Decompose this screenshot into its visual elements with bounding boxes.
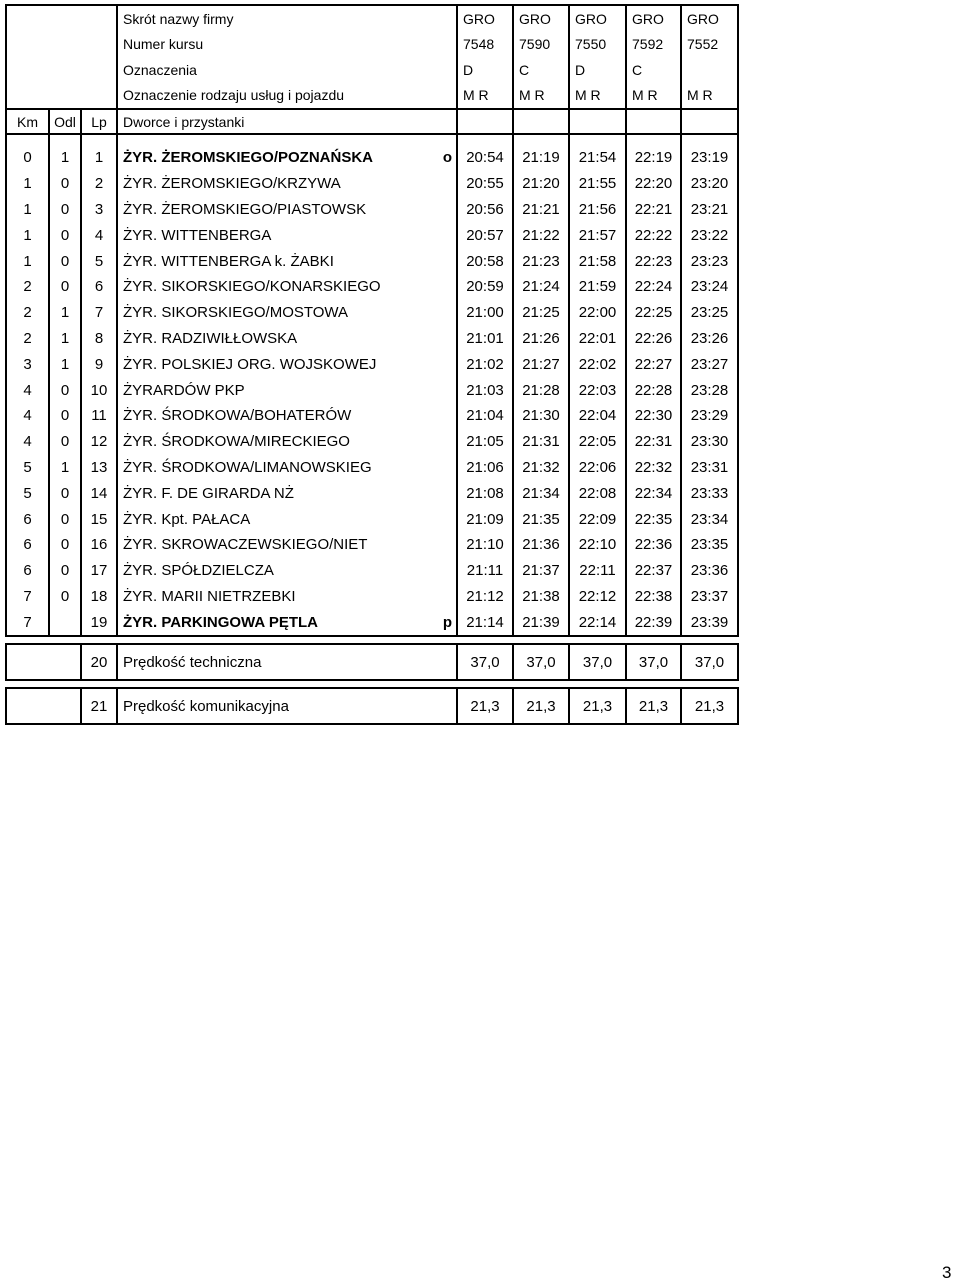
stop-row	[6, 222, 738, 248]
departure-time: 23:20	[681, 171, 738, 197]
header-empty-cell	[81, 57, 117, 83]
departure-time: 21:55	[569, 171, 626, 197]
summary-empty	[49, 644, 81, 680]
stop-name-cell	[117, 377, 457, 403]
departure-time: 22:26	[626, 326, 681, 352]
stop-row	[6, 558, 738, 584]
stop-odl: 0	[49, 480, 81, 506]
header-value: C	[626, 57, 681, 83]
departure-time: 23:26	[681, 326, 738, 352]
departure-time: 21:24	[513, 274, 569, 300]
stop-odl: 1	[49, 300, 81, 326]
column-empty	[681, 109, 738, 134]
stop-name-cell	[117, 532, 457, 558]
header-empty-cell	[6, 32, 49, 58]
stop-lp: 13	[81, 455, 117, 481]
stop-km: 2	[6, 326, 49, 352]
departure-time: 21:35	[513, 506, 569, 532]
departure-time: 21:01	[457, 326, 513, 352]
stop-lp: 18	[81, 584, 117, 610]
stop-name: ŻYR. PARKINGOWA PĘTLA	[123, 613, 318, 631]
stop-row	[6, 480, 738, 506]
departure-time: 21:30	[513, 403, 569, 429]
stop-km: 1	[6, 222, 49, 248]
departure-time: 20:58	[457, 248, 513, 274]
departure-time: 22:05	[569, 429, 626, 455]
departure-time: 21:56	[569, 197, 626, 223]
stop-name: ŻYR. ŻEROMSKIEGO/PIASTOWSK	[123, 200, 367, 218]
stop-name: ŻYR. POLSKIEJ ORG. WOJSKOWEJ	[123, 355, 377, 373]
stop-odl: 0	[49, 171, 81, 197]
stop-name-cell	[117, 248, 457, 274]
stop-name: ŻYR. Kpt. PAŁACA	[123, 510, 251, 528]
stop-name-cell	[117, 429, 457, 455]
stop-km: 3	[6, 351, 49, 377]
departure-time: 22:23	[626, 248, 681, 274]
stop-lp: 7	[81, 300, 117, 326]
departure-time: 21:54	[569, 145, 626, 171]
stop-lp: 4	[81, 222, 117, 248]
departure-time: 21:21	[513, 197, 569, 223]
departure-time: 20:56	[457, 197, 513, 223]
spacer-cell	[681, 134, 738, 145]
departure-time: 23:34	[681, 506, 738, 532]
stop-name: ŻYR. ŻEROMSKIEGO/KRZYWA	[123, 175, 341, 193]
column-km: Km	[6, 109, 49, 134]
spacer-row	[6, 134, 738, 145]
stop-name: ŻYR. ŚRODKOWA/BOHATERÓW	[123, 407, 352, 425]
header-empty-cell	[81, 32, 117, 58]
summary-value: 21,3	[457, 688, 513, 724]
departure-time: 21:32	[513, 455, 569, 481]
header-value: D	[457, 57, 513, 83]
stop-row	[6, 429, 738, 455]
stop-name: ŻYR. SIKORSKIEGO/KONARSKIEGO	[123, 278, 381, 296]
departure-time: 21:28	[513, 377, 569, 403]
stop-row	[6, 326, 738, 352]
departure-time: 21:27	[513, 351, 569, 377]
stop-name: ŻYR. ŚRODKOWA/LIMANOWSKIEG	[123, 458, 372, 476]
stop-row	[6, 145, 738, 171]
departure-time: 22:25	[626, 300, 681, 326]
header-label: Oznaczenia	[117, 57, 457, 83]
stop-name-cell	[117, 558, 457, 584]
departure-time: 23:21	[681, 197, 738, 223]
stop-name-cell	[117, 222, 457, 248]
header-label: Oznaczenie rodzaju usług i pojazdu	[117, 83, 457, 110]
summary-row	[6, 688, 738, 724]
column-stops: Dworce i przystanki	[117, 109, 457, 134]
stop-name: ŻYRARDÓW PKP	[123, 381, 245, 399]
departure-time: 22:28	[626, 377, 681, 403]
stop-lp: 2	[81, 171, 117, 197]
stop-row	[6, 274, 738, 300]
summary-value: 21,3	[626, 688, 681, 724]
header-row	[6, 32, 738, 58]
departure-time: 22:37	[626, 558, 681, 584]
summary-value: 37,0	[626, 644, 681, 680]
stop-row	[6, 248, 738, 274]
departure-time: 21:39	[513, 609, 569, 636]
departure-time: 23:25	[681, 300, 738, 326]
departure-time: 21:19	[513, 145, 569, 171]
stop-lp: 10	[81, 377, 117, 403]
stop-row	[6, 300, 738, 326]
header-value: GRO	[569, 5, 626, 32]
stop-row	[6, 377, 738, 403]
header-value: M R	[513, 83, 569, 110]
stop-km: 1	[6, 197, 49, 223]
header-row	[6, 57, 738, 83]
stop-km: 5	[6, 480, 49, 506]
stop-name: ŻYR. RADZIWIŁŁOWSKA	[123, 329, 298, 347]
gap-cell	[6, 636, 738, 644]
departure-time: 23:28	[681, 377, 738, 403]
departure-time: 22:08	[569, 480, 626, 506]
departure-time: 22:31	[626, 429, 681, 455]
departure-time: 23:31	[681, 455, 738, 481]
departure-time: 21:11	[457, 558, 513, 584]
header-value: D	[569, 57, 626, 83]
spacer-cell	[49, 134, 81, 145]
stop-lp: 15	[81, 506, 117, 532]
stop-km: 6	[6, 558, 49, 584]
departure-time: 22:02	[569, 351, 626, 377]
departure-time: 22:01	[569, 326, 626, 352]
header-row	[6, 83, 738, 110]
stop-lp: 8	[81, 326, 117, 352]
stop-odl: 1	[49, 326, 81, 352]
header-empty-cell	[81, 5, 117, 32]
summary-value: 37,0	[569, 644, 626, 680]
stop-row	[6, 532, 738, 558]
departure-time: 22:21	[626, 197, 681, 223]
column-empty	[457, 109, 513, 134]
stop-odl: 0	[49, 248, 81, 274]
header-value: 7552	[681, 32, 738, 58]
stop-odl: 0	[49, 532, 81, 558]
stop-name-cell	[117, 480, 457, 506]
stop-km: 2	[6, 300, 49, 326]
departure-time: 21:05	[457, 429, 513, 455]
departure-time: 21:12	[457, 584, 513, 610]
departure-time: 21:06	[457, 455, 513, 481]
stop-name: ŻYR. MARII NIETRZEBKI	[123, 587, 296, 605]
departure-time: 22:34	[626, 480, 681, 506]
stop-lp: 5	[81, 248, 117, 274]
summary-lp: 20	[81, 644, 117, 680]
stop-lp: 6	[81, 274, 117, 300]
departure-time: 21:22	[513, 222, 569, 248]
departure-time: 21:59	[569, 274, 626, 300]
header-value: M R	[569, 83, 626, 110]
spacer-cell	[513, 134, 569, 145]
stop-km: 4	[6, 377, 49, 403]
stop-odl: 0	[49, 429, 81, 455]
spacer-cell	[81, 134, 117, 145]
header-empty-cell	[81, 83, 117, 110]
stop-row	[6, 351, 738, 377]
header-value: GRO	[681, 5, 738, 32]
stop-km: 5	[6, 455, 49, 481]
departure-time: 20:57	[457, 222, 513, 248]
stop-odl: 0	[49, 197, 81, 223]
departure-time: 21:26	[513, 326, 569, 352]
stop-name: ŻYR. ŻEROMSKIEGO/POZNAŃSKA	[123, 149, 374, 167]
stop-km: 6	[6, 532, 49, 558]
stop-lp: 17	[81, 558, 117, 584]
gap-row	[6, 680, 738, 688]
stop-km: 7	[6, 584, 49, 610]
header-empty-cell	[6, 57, 49, 83]
summary-empty	[49, 688, 81, 724]
departure-time: 21:34	[513, 480, 569, 506]
departure-time: 22:04	[569, 403, 626, 429]
stop-odl: 0	[49, 274, 81, 300]
header-label: Skrót nazwy firmy	[117, 5, 457, 32]
stop-row	[6, 609, 738, 636]
summary-value: 37,0	[681, 644, 738, 680]
departure-time: 21:09	[457, 506, 513, 532]
header-row	[6, 5, 738, 32]
departure-time: 21:04	[457, 403, 513, 429]
column-empty	[569, 109, 626, 134]
gap-cell	[6, 680, 738, 688]
departure-time: 22:30	[626, 403, 681, 429]
departure-time: 21:31	[513, 429, 569, 455]
stop-km: 4	[6, 429, 49, 455]
stop-km: 4	[6, 403, 49, 429]
departure-time: 23:29	[681, 403, 738, 429]
column-empty	[513, 109, 569, 134]
header-value: GRO	[457, 5, 513, 32]
stop-odl: 0	[49, 222, 81, 248]
summary-value: 37,0	[457, 644, 513, 680]
stop-mark: o	[442, 149, 452, 167]
stop-odl: 1	[49, 351, 81, 377]
departure-time: 22:27	[626, 351, 681, 377]
stop-name: ŻYR. F. DE GIRARDA NŻ	[123, 484, 294, 502]
departure-time: 21:36	[513, 532, 569, 558]
departure-time: 22:10	[569, 532, 626, 558]
stop-odl: 0	[49, 403, 81, 429]
spacer-cell	[117, 134, 457, 145]
stop-lp: 3	[81, 197, 117, 223]
stop-name-cell	[117, 351, 457, 377]
stop-name-cell	[117, 609, 457, 636]
gap-row	[6, 636, 738, 644]
departure-time: 21:38	[513, 584, 569, 610]
stop-name-cell	[117, 300, 457, 326]
departure-time: 22:39	[626, 609, 681, 636]
summary-empty	[6, 644, 49, 680]
header-value: 7592	[626, 32, 681, 58]
departure-time: 22:00	[569, 300, 626, 326]
spacer-cell	[6, 134, 49, 145]
header-value: 7550	[569, 32, 626, 58]
header-label: Numer kursu	[117, 32, 457, 58]
stop-row	[6, 197, 738, 223]
stop-row	[6, 584, 738, 610]
spacer-cell	[569, 134, 626, 145]
summary-empty	[6, 688, 49, 724]
departure-time: 23:23	[681, 248, 738, 274]
header-empty-cell	[49, 5, 81, 32]
stop-name-cell	[117, 506, 457, 532]
header-value: M R	[626, 83, 681, 110]
stop-name-cell	[117, 274, 457, 300]
stop-row	[6, 506, 738, 532]
stop-odl: 1	[49, 455, 81, 481]
stop-km: 7	[6, 609, 49, 636]
departure-time: 21:00	[457, 300, 513, 326]
page-number: 3	[942, 1263, 952, 1282]
departure-time: 21:58	[569, 248, 626, 274]
summary-value: 21,3	[513, 688, 569, 724]
spacer-cell	[457, 134, 513, 145]
stop-odl	[49, 609, 81, 636]
stop-name: ŻYR. ŚRODKOWA/MIRECKIEGO	[123, 433, 350, 451]
stop-km: 2	[6, 274, 49, 300]
stop-name: ŻYR. SIKORSKIEGO/MOSTOWA	[123, 304, 349, 322]
header-value: M R	[681, 83, 738, 110]
stop-row	[6, 455, 738, 481]
departure-time: 23:35	[681, 532, 738, 558]
header-empty-cell	[49, 83, 81, 110]
summary-value: 37,0	[513, 644, 569, 680]
departure-time: 21:57	[569, 222, 626, 248]
departure-time: 23:27	[681, 351, 738, 377]
stop-odl: 0	[49, 377, 81, 403]
spacer-cell	[626, 134, 681, 145]
departure-time: 22:09	[569, 506, 626, 532]
summary-value: 21,3	[569, 688, 626, 724]
column-lp: Lp	[81, 109, 117, 134]
stop-mark: p	[442, 613, 452, 631]
summary-value: 21,3	[681, 688, 738, 724]
departure-time: 22:03	[569, 377, 626, 403]
header-value: GRO	[513, 5, 569, 32]
departure-time: 22:06	[569, 455, 626, 481]
column-odl: Odl	[49, 109, 81, 134]
stop-km: 0	[6, 145, 49, 171]
departure-time: 22:20	[626, 171, 681, 197]
departure-time: 21:25	[513, 300, 569, 326]
stop-row	[6, 171, 738, 197]
departure-time: 21:02	[457, 351, 513, 377]
stop-km: 6	[6, 506, 49, 532]
departure-time: 22:24	[626, 274, 681, 300]
stop-odl: 0	[49, 558, 81, 584]
stop-name-cell	[117, 403, 457, 429]
departure-time: 22:12	[569, 584, 626, 610]
departure-time: 21:20	[513, 171, 569, 197]
departure-time: 21:08	[457, 480, 513, 506]
departure-time: 21:03	[457, 377, 513, 403]
stop-lp: 1	[81, 145, 117, 171]
stop-lp: 19	[81, 609, 117, 636]
stop-lp: 9	[81, 351, 117, 377]
stop-row	[6, 403, 738, 429]
timetable	[5, 4, 739, 725]
departure-time: 20:55	[457, 171, 513, 197]
departure-time: 22:22	[626, 222, 681, 248]
stop-km: 1	[6, 248, 49, 274]
header-value	[681, 57, 738, 83]
summary-label: Prędkość techniczna	[117, 644, 457, 680]
departure-time: 20:59	[457, 274, 513, 300]
stop-name-cell	[117, 197, 457, 223]
header-empty-cell	[6, 83, 49, 110]
departure-time: 23:37	[681, 584, 738, 610]
departure-time: 20:54	[457, 145, 513, 171]
column-header-row	[6, 109, 738, 134]
header-empty-cell	[49, 32, 81, 58]
stop-name-cell	[117, 455, 457, 481]
departure-time: 23:30	[681, 429, 738, 455]
stop-km: 1	[6, 171, 49, 197]
stop-name-cell	[117, 145, 457, 171]
departure-time: 23:22	[681, 222, 738, 248]
departure-time: 22:32	[626, 455, 681, 481]
departure-time: 22:36	[626, 532, 681, 558]
stop-name: ŻYR. SPÓŁDZIELCZA	[123, 562, 274, 580]
stop-name: ŻYR. WITTENBERGA	[123, 226, 272, 244]
header-value: C	[513, 57, 569, 83]
header-empty-cell	[6, 5, 49, 32]
stop-odl: 0	[49, 506, 81, 532]
departure-time: 23:36	[681, 558, 738, 584]
summary-lp: 21	[81, 688, 117, 724]
departure-time: 22:19	[626, 145, 681, 171]
departure-time: 22:38	[626, 584, 681, 610]
departure-time: 23:39	[681, 609, 738, 636]
summary-row	[6, 644, 738, 680]
stop-lp: 12	[81, 429, 117, 455]
departure-time: 21:23	[513, 248, 569, 274]
stop-name: ŻYR. SKROWACZEWSKIEGO/NIET	[123, 536, 368, 554]
stop-name-cell	[117, 171, 457, 197]
stop-odl: 0	[49, 584, 81, 610]
column-empty	[626, 109, 681, 134]
stop-odl: 1	[49, 145, 81, 171]
stop-name: ŻYR. WITTENBERGA k. ŻABKI	[123, 252, 334, 270]
stop-lp: 16	[81, 532, 117, 558]
departure-time: 23:24	[681, 274, 738, 300]
departure-time: 21:37	[513, 558, 569, 584]
departure-time: 22:35	[626, 506, 681, 532]
departure-time: 22:14	[569, 609, 626, 636]
header-empty-cell	[49, 57, 81, 83]
departure-time: 21:10	[457, 532, 513, 558]
stop-lp: 11	[81, 403, 117, 429]
stop-name-cell	[117, 584, 457, 610]
departure-time: 21:14	[457, 609, 513, 636]
header-value: GRO	[626, 5, 681, 32]
header-value: 7548	[457, 32, 513, 58]
stop-lp: 14	[81, 480, 117, 506]
header-value: 7590	[513, 32, 569, 58]
header-value: M R	[457, 83, 513, 110]
summary-label: Prędkość komunikacyjna	[117, 688, 457, 724]
departure-time: 23:19	[681, 145, 738, 171]
departure-time: 22:11	[569, 558, 626, 584]
departure-time: 23:33	[681, 480, 738, 506]
stop-name-cell	[117, 326, 457, 352]
